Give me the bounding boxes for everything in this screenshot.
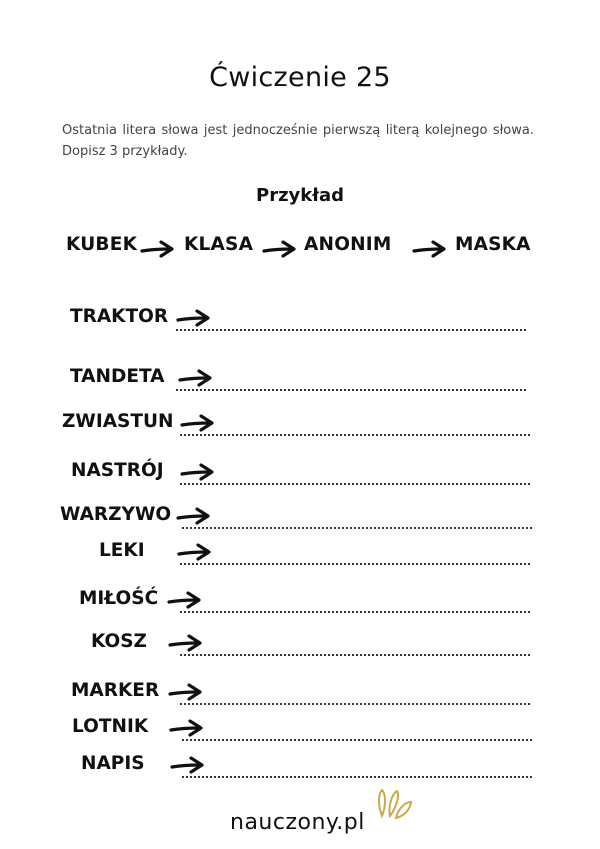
exercise-word: LOTNIK xyxy=(72,716,149,737)
answer-line[interactable] xyxy=(176,389,526,391)
exercise-row xyxy=(0,716,600,748)
leaves-icon xyxy=(374,786,414,820)
arrow-right-icon xyxy=(178,369,214,387)
answer-line[interactable] xyxy=(176,329,526,331)
answer-line[interactable] xyxy=(180,434,530,436)
arrow-right-icon xyxy=(180,463,216,481)
arrow-right-icon xyxy=(180,414,216,432)
exercise-word: LEKI xyxy=(99,540,145,561)
arrow-right-icon xyxy=(168,683,204,701)
instructions: Ostatnia litera słowa jest jednocześnie pierwszą literą kolejnego słowa. Dopisz 3 przykłady. xyxy=(62,123,534,159)
answer-line[interactable] xyxy=(180,563,530,565)
exercise-word: WARZYWO xyxy=(60,504,172,525)
exercise-row xyxy=(0,460,600,492)
answer-line[interactable] xyxy=(182,739,532,741)
answer-line[interactable] xyxy=(180,654,530,656)
example-word: KLASA xyxy=(184,234,254,255)
exercise-word: MIŁOŚĆ xyxy=(79,588,159,609)
exercise-row xyxy=(0,588,600,620)
arrow-right-icon xyxy=(169,719,205,737)
arrow-right-icon xyxy=(176,507,212,525)
example-word: ANONIM xyxy=(304,234,392,255)
answer-line[interactable] xyxy=(180,611,530,613)
arrow-right-icon xyxy=(170,756,206,774)
exercise-row xyxy=(0,411,600,443)
arrow-right-icon xyxy=(167,591,203,609)
exercise-word: NAPIS xyxy=(81,753,145,774)
exercise-row xyxy=(0,504,600,536)
answer-line[interactable] xyxy=(182,776,532,778)
answer-line[interactable] xyxy=(180,703,530,705)
exercise-row xyxy=(0,631,600,663)
arrow-right-icon xyxy=(168,634,204,652)
brand-logo xyxy=(222,800,412,845)
exercise-row xyxy=(0,366,600,398)
exercise-row xyxy=(0,680,600,712)
exercise-word: TRAKTOR xyxy=(70,306,169,327)
example-chain xyxy=(66,234,536,264)
answer-line[interactable] xyxy=(180,483,530,485)
exercise-word: TANDETA xyxy=(70,366,165,387)
arrow-right-icon xyxy=(176,309,212,327)
example-word: MASKA xyxy=(455,234,531,255)
exercise-word: MARKER xyxy=(71,680,160,701)
exercise-row xyxy=(0,306,600,338)
exercise-row xyxy=(0,540,600,572)
arrow-right-icon xyxy=(177,543,213,561)
exercise-word: NASTRÓJ xyxy=(71,460,164,481)
exercise-word: KOSZ xyxy=(91,631,147,652)
answer-line[interactable] xyxy=(182,527,532,529)
logo-text: nauczony.pl xyxy=(230,810,365,835)
example-word: KUBEK xyxy=(66,234,138,255)
exercise-word: ZWIASTUN xyxy=(62,411,174,432)
arrow-right-icon xyxy=(262,240,298,258)
exercise-row xyxy=(0,753,600,785)
example-label: Przykład xyxy=(256,185,344,206)
arrow-right-icon xyxy=(140,240,176,258)
arrow-right-icon xyxy=(412,240,448,258)
page-title: Ćwiczenie 25 xyxy=(209,62,391,93)
